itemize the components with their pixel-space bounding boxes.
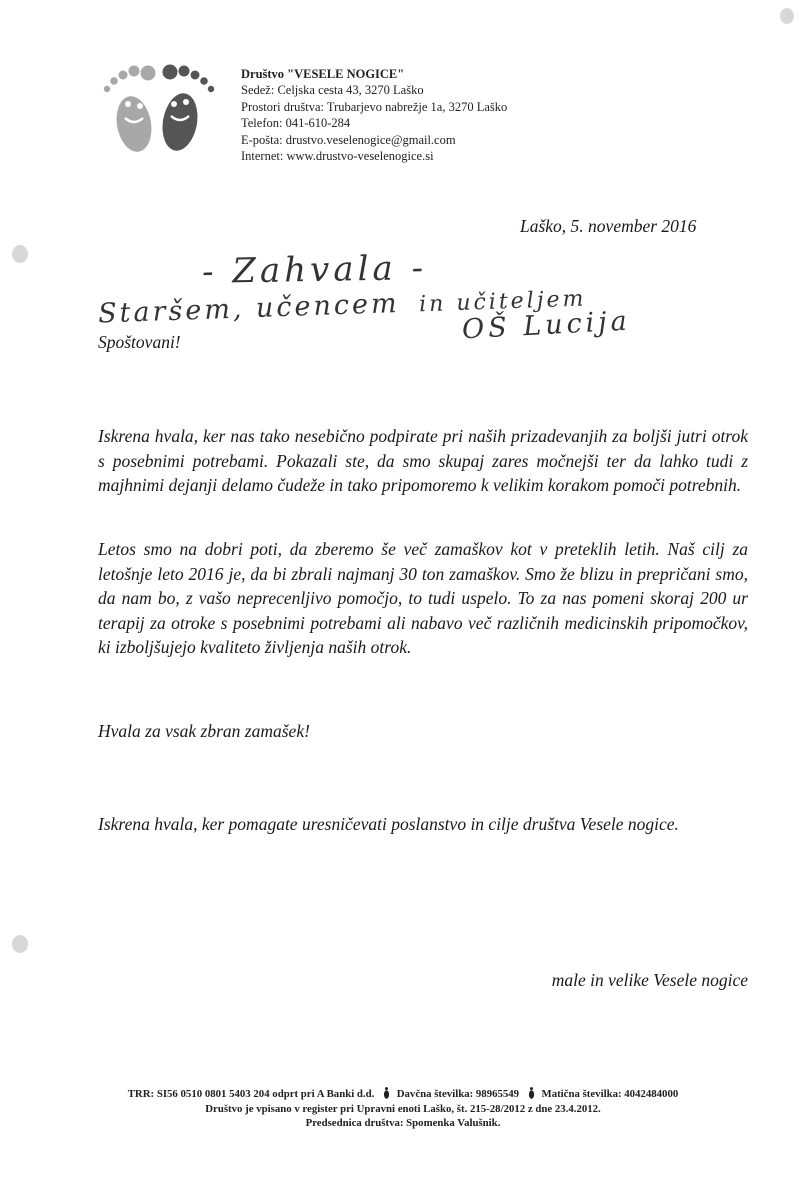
letterhead bbox=[241, 66, 507, 164]
footer bbox=[40, 1087, 766, 1131]
handwritten-title: - Zahvala - bbox=[201, 248, 428, 292]
footer-tax-number: Davčna številka: 98965549 bbox=[396, 1088, 520, 1100]
footer-line-1 bbox=[40, 1087, 766, 1102]
footer-registry: Društvo je vpisano v register pri Upravni enoti Laško, št. 215-28/2012 z dne 23.4.2012. bbox=[205, 1102, 601, 1115]
paragraph-goal: Letos smo na dobri poti, da zberemo še več zamaškov kot v preteklih letih. Naš cilj za letošnje leto 2016 je, da bi zbrali najmanj 30 ton zamaškov. Smo že blizu in prepričani smo, da nam bo, z vašo neprecenljivo pomočjo, to tudi uspelo. To za nas pomeni skoraj 200 ur terapij za otroke s posebnimi potrebami ali nabavo več različnih medicinskih pripomočkov, ki izboljšujejo kvaliteto življenja naših otrok. bbox=[98, 539, 748, 657]
org-name: Društvo "VESELE NOGICE" bbox=[241, 67, 405, 81]
paragraph-closing: Iskrena hvala, ker pomagate uresničevati poslanstvo in cilje društva Vesele nogice. bbox=[98, 814, 679, 834]
org-phone: Telefon: 041-610-284 bbox=[241, 116, 351, 131]
paragraph-cap-thanks: Hvala za vsak zbran zamašek! bbox=[98, 721, 310, 741]
foot-bullet-icon bbox=[383, 1087, 390, 1099]
greeting: Spoštovani! bbox=[98, 332, 181, 352]
footprints-logo bbox=[98, 60, 220, 170]
paragraph-thanks: Iskrena hvala, ker nas tako nesebično podpirate pri naših prizadevanjih za boljši jutri otrok s posebnimi potrebami. Pokazali ste, da smo skupaj zares močnejši ter da lahko tudi z majhnimi dejanji delamo čudeže in tako pripomoremo k velikim korakom pomoči potrebnih. bbox=[98, 426, 748, 495]
letter-date: Laško, 5. november 2016 bbox=[520, 216, 697, 236]
footer-president: Predsednica društva: Spomenka Valušnik. bbox=[305, 1117, 501, 1129]
scan-artifact bbox=[12, 935, 28, 953]
handwritten-recipients-cont: in učiteljem bbox=[418, 286, 587, 318]
signature: male in velike Vesele nogice bbox=[551, 970, 748, 990]
org-website: Internet: www.drustvo-veselenogice.si bbox=[241, 149, 434, 164]
org-email: E-pošta: drustvo.veselenogice@gmail.com bbox=[241, 132, 456, 147]
foot-bullet-icon bbox=[528, 1087, 535, 1099]
scan-artifact bbox=[12, 245, 28, 263]
handwritten-school: OŠ Lucija bbox=[461, 305, 632, 346]
handwritten-recipients-main: Staršem, učencem bbox=[97, 288, 401, 330]
org-premises: Prostori društva: Trubarjevo nabrežje 1a, 3270 Laško bbox=[241, 99, 508, 114]
org-address: Sedež: Celjska cesta 43, 3270 Laško bbox=[241, 83, 424, 98]
footer-registration-number: Matična številka: 4042484000 bbox=[541, 1088, 679, 1100]
scan-artifact bbox=[780, 8, 794, 24]
footer-bank: TRR: SI56 0510 0801 5403 204 odprt pri A Banki d.d. bbox=[127, 1088, 375, 1100]
